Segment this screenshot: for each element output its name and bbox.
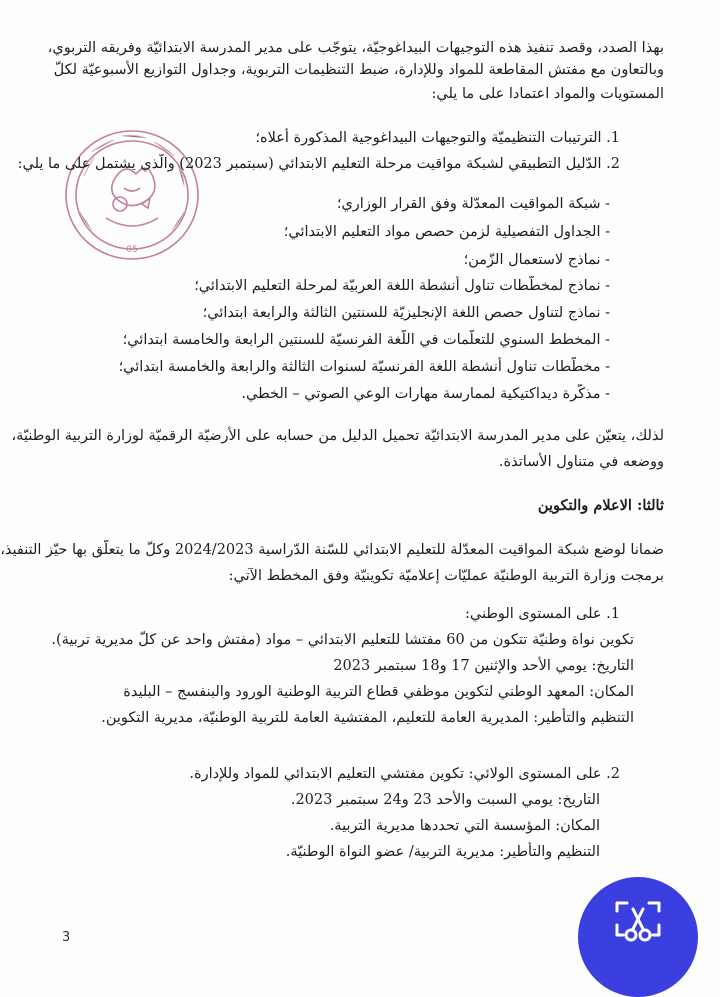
seal-number: 05 — [126, 245, 138, 255]
bullet-item: - المخطط السنوي للتعلّمات في اللّغة الفرنسيّة للسنتين الرابعة والخامسة ابتدائي؛ — [122, 332, 610, 348]
section-heading: ثالثا: الاعلام والتكوين — [537, 497, 664, 514]
detail-line: تكوين نواة وطنيّة تتكون من 60 مفتشا للتعليم الابتدائي – مواد (مفتش واحد عن كلّ مديرية تربية). — [51, 632, 634, 648]
bullet-item: - نماذج لتناول حصص اللغة الإنجليزيّة للسنتين الثالثة والرابعة ابتدائي؛ — [202, 305, 610, 321]
numbered-item: 2. الدّليل التطبيقي لشبكة مواقيت مرحلة التعليم الابتدائي (سبتمبر 2023) والّذي يشتمل على ما يلي: — [17, 156, 620, 172]
detail-line: التاريخ: يومي الأحد والإثنين 17 و18 سبتمبر 2023 — [333, 658, 634, 674]
numbered-item: 2. على المستوى الولائي: تكوين مفتشي التعليم الابتدائي للمواد وللإدارة. — [189, 766, 620, 782]
detail-line: التنظيم والتأطير: المديرية العامة للتعليم، المفتشية العامة للتربية الوطنيّة، مديرية التكوين. — [101, 710, 634, 726]
detail-line: التنظيم والتأطير: مديرية التربية/ عضو النواة الوطنيّة. — [285, 844, 600, 860]
paragraph-line: بهذا الصدد، وقصد تنفيذ هذه التوجيهات البيداغوجيّة، يتوجّب على مدير المدرسة الابتدائيّة وفريقه التربوي، — [47, 40, 664, 56]
bullet-item: - مخطّطات تناول أنشطة اللغة الفرنسيّة لسنوات الثالثة والرابعة والخامسة ابتدائي؛ — [118, 359, 610, 375]
bullet-item: - الجداول التفصيلية لزمن حصص مواد التعليم الابتدائي؛ — [283, 224, 610, 240]
detail-line: المكان: المعهد الوطني لتكوين موظفي قطاع التربية الوطنية الورود والبنفسج – البليدة — [123, 684, 634, 700]
paragraph-line: ووضعه في متناول الأساتذة. — [498, 454, 664, 470]
official-seal-icon — [62, 126, 202, 264]
paragraph-line: ضمانا لوضع شبكة المواقيت المعدّلة للتعليم الابتدائي للسّنة الدّراسية 2024/2023 وكلّ ما يتعلّق بها حيّز التنفيذ، — [0, 542, 664, 558]
bullet-item: - نماذج لاستعمال الزّمن؛ — [463, 252, 610, 268]
bullet-item: - مذكّرة ديداكتيكية لممارسة مهارات الوعي الصوتي – الخطي. — [241, 386, 610, 402]
bullet-item: - نماذج لمخطّطات تناول أنشطة اللغة العربيّة لمرحلة التعليم الابتدائي؛ — [194, 278, 610, 294]
paragraph-line: لذلك، يتعيّن على مدير المدرسة الابتدائيّة تحميل الدليل من حسابه على الأرضيّة الرقميّة لوزارة التربية الوطنيّة، — [11, 428, 664, 444]
page-number: 3 — [62, 930, 71, 945]
paragraph-line: وبالتعاون مع مفتش المقاطعة للمواد وللإدارة، ضبط التنظيمات التربوية، وجداول التوازيع الأسبوعيّة لكلّ — [53, 62, 664, 78]
crop-scissors-icon — [611, 895, 665, 949]
paragraph-line: برمجت وزارة التربية الوطنيّة عمليّات إعلاميّة تكوينيّة وفق المخطط الآتي: — [228, 568, 664, 584]
paragraph-line: المستويات والمواد اعتمادا على ما يلي: — [431, 86, 664, 102]
numbered-item: 1. على المستوى الوطني: — [464, 606, 620, 622]
bullet-item: - شبكة المواقيت المعدّلة وفق القرار الوزاري؛ — [336, 196, 610, 212]
detail-line: التاريخ: يومي السبت والأحد 23 و24 سبتمبر 2023. — [290, 792, 600, 808]
screenshot-crop-button[interactable] — [578, 877, 698, 997]
numbered-item: 1. الترتيبات التنظيميّة والتوجيهات البيداغوجية المذكورة أعلاه؛ — [255, 130, 620, 146]
detail-line: المكان: المؤسسة التي تحددها مديرية التربية. — [329, 818, 600, 834]
